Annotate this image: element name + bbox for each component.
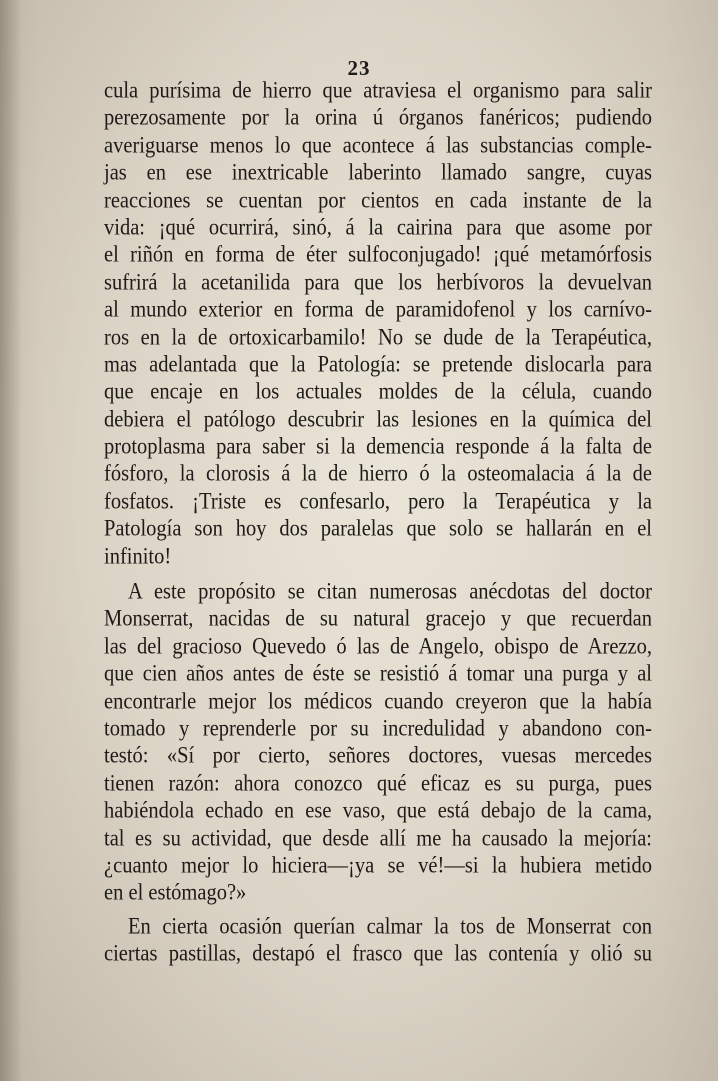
text-line: vida: ¡qué ocurrirá, sinó, á la cairina para que asome por: [104, 215, 652, 241]
text-line: cula purísima de hierro que atraviesa el organismo para salir: [104, 78, 652, 104]
text-line: tienen razón: ahora conozco qué eficaz es su purga, pues: [104, 771, 652, 797]
text-line: que encaje en los actuales moldes de la célula, cuando: [104, 379, 652, 405]
text-line: infinito!: [104, 544, 172, 569]
text-line: fosfatos. ¡Triste es confesarlo, pero la Terapéutica y la: [104, 489, 652, 515]
text-line: tal es su actividad, que desde allí me ha causado la mejoría:: [104, 826, 652, 851]
text-line: las del gracioso Quevedo ó las de Angelo, obispo de Arezzo,: [104, 634, 652, 660]
text-line: habiéndola echado en ese vaso, que está debajo de la cama,: [104, 798, 652, 824]
text-line: en el estómago?»: [104, 880, 247, 906]
text-line: jas en ese inextricable laberinto llamado sangre, cuyas: [104, 160, 652, 186]
paragraph: [104, 914, 652, 969]
text-line: debiera el patólogo descubrir las lesiones en la química del: [104, 407, 652, 432]
text-line: fósforo, la clorosis á la de hierro ó la osteomalacia á la de: [104, 462, 652, 487]
text-line: ciertas pastillas, destapó el frasco que las contenía y olió su: [104, 941, 652, 967]
text-line: Patología son hoy dos paralelas que solo se hallarán en el: [104, 516, 652, 542]
text-line: A este propósito se citan numerosas anécdotas del doctor: [128, 579, 652, 605]
text-line: tomado y reprenderle por su incredulidad y abandono con-: [104, 716, 652, 742]
text-line: encontrarle mejor los médicos cuando creyeron que la había: [104, 689, 652, 714]
text-line: protoplasma para saber si la demencia responde á la falta de: [104, 434, 652, 460]
text-line: sufrirá la acetanilida para que los herbívoros la devuelvan: [104, 270, 652, 295]
text-line: reacciones se cuentan por cientos en cada instante de la: [104, 188, 652, 213]
text-line: al mundo exterior en forma de paramidofenol y los carnívo-: [104, 297, 652, 323]
text-line: que cien años antes de éste se resistió á tomar una purga y al: [104, 661, 652, 687]
text-line: testó: «Sí por cierto, señores doctores, vuesas mercedes: [104, 743, 652, 769]
paragraph: [104, 579, 652, 908]
text-line: mas adelantada que la Patología: se pretende dislocarla para: [104, 352, 652, 378]
page-text: [104, 78, 652, 969]
page-number: 23: [347, 56, 371, 80]
text-line: ¿cuanto mejor lo hiciera—¡ya se vé!—si la hubiera metido: [104, 853, 652, 879]
text-line: En cierta ocasión querían calmar la tos de Monserrat con: [128, 914, 652, 939]
paragraph: [104, 78, 652, 571]
text-line: averiguarse menos lo que acontece á las substancias comple-: [104, 133, 652, 159]
text-line: Monserrat, nacidas de su natural gracejo y que recuerdan: [104, 607, 652, 632]
text-line: el riñón en forma de éter sulfoconjugado! ¡qué metamórfosis: [104, 242, 652, 268]
text-line: perezosamente por la orina ú órganos fanéricos; pudiendo: [104, 105, 652, 131]
text-line: ros en la de ortoxicarbamilo! No se dude de la Terapéutica,: [104, 325, 652, 350]
